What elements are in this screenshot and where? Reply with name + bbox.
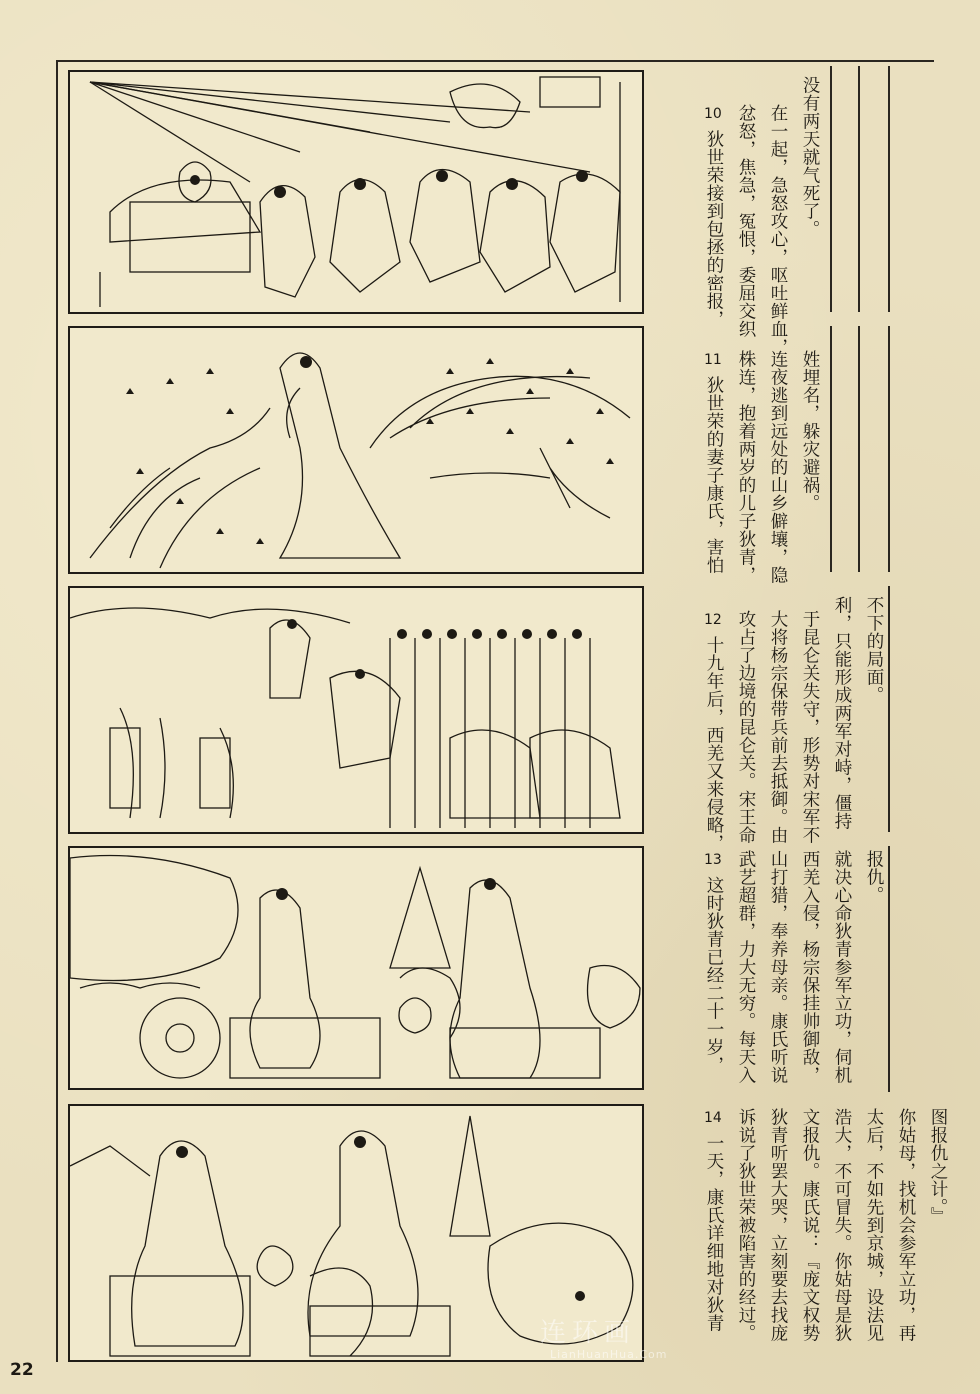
ruling-line [858, 326, 860, 572]
caption-line: 图报仇之计。』 [928, 1108, 948, 1226]
caption-line: 十九年后，西羌又来侵略， [704, 636, 724, 852]
illustration-deathbed-scene [70, 72, 642, 312]
caption-line: 狄世荣的妻子康氏，害怕 [704, 376, 724, 574]
caption-line: 诉说了狄世荣被陷害的经过。 [736, 1108, 756, 1342]
ruling-line [830, 326, 832, 572]
caption-line: 姓埋名，躲灾避祸。 [800, 350, 820, 512]
caption-number: 12 [704, 612, 722, 628]
watermark [540, 1312, 740, 1360]
caption-line: 忿怒，焦急，冤恨，委屈交织 [736, 104, 756, 338]
illustration-mother-and-son-home [70, 848, 642, 1088]
illustration-panel-13 [68, 846, 644, 1090]
ruling-line [858, 66, 860, 312]
caption-line: 株连，抱着两岁的儿子狄青， [736, 350, 756, 584]
caption-line: 报仇。 [864, 850, 884, 904]
caption-line: 连夜逃到远处的山乡僻壤，隐 [768, 350, 788, 584]
caption-line: 西羌入侵，杨宗保挂帅御敌， [800, 850, 820, 1084]
ruling-line [888, 586, 890, 832]
caption-line: 在一起，急怒攻心，呕吐鲜血， [768, 104, 788, 356]
ruling-line [888, 846, 890, 1092]
illustration-panel-11 [68, 326, 644, 574]
caption-line: 一天，康氏详细地对狄青 [704, 1134, 724, 1332]
caption-line: 太后，不如先到京城，设法见 [864, 1108, 884, 1342]
caption-number: 14 [704, 1110, 722, 1126]
caption-line: 攻占了边境的昆仑关。宋王命 [736, 610, 756, 844]
watermark-main: 连环画 [540, 1318, 637, 1348]
caption-number: 11 [704, 352, 722, 368]
illustration-army-march [70, 588, 642, 832]
caption-number: 10 [704, 106, 722, 122]
caption-line: 没有两天就气死了。 [800, 76, 820, 238]
ruling-line [888, 326, 890, 572]
caption-line: 就决心命狄青参军立功，伺机 [832, 850, 852, 1084]
ruling-line [888, 66, 890, 312]
caption-line: 浩大，不可冒失。你姑母是狄 [832, 1108, 852, 1342]
illustration-panel-10 [68, 70, 644, 314]
illustration-panel-12 [68, 586, 644, 834]
caption-line: 不下的局面。 [864, 596, 884, 704]
caption-line: 你姑母，找机会参军立功，再 [896, 1108, 916, 1342]
ruling-line [830, 66, 832, 312]
illustration-fleeing-mother [70, 328, 642, 572]
caption-line: 于昆仑关失守，形势对宋军不 [800, 610, 820, 844]
page-number: 22 [10, 1360, 34, 1380]
caption-line: 武艺超群，力大无穷。每天入 [736, 850, 756, 1084]
caption-line: 这时狄青已经二十一岁， [704, 876, 724, 1074]
caption-line: 狄世荣接到包拯的密报， [704, 130, 724, 328]
caption-number: 13 [704, 852, 722, 868]
caption-line: 山打猎，奉养母亲。康氏听说 [768, 850, 788, 1084]
caption-line: 狄青听罢大哭，立刻要去找庞 [768, 1108, 788, 1342]
watermark-sub: LianHuanHua.Com [550, 1348, 668, 1361]
caption-line: 文报仇。康氏说：『庞文权势 [800, 1108, 820, 1342]
caption-line: 利，只能形成两军对峙，僵持 [832, 596, 852, 830]
caption-line: 大将杨宗保带兵前去抵御。由 [768, 610, 788, 844]
